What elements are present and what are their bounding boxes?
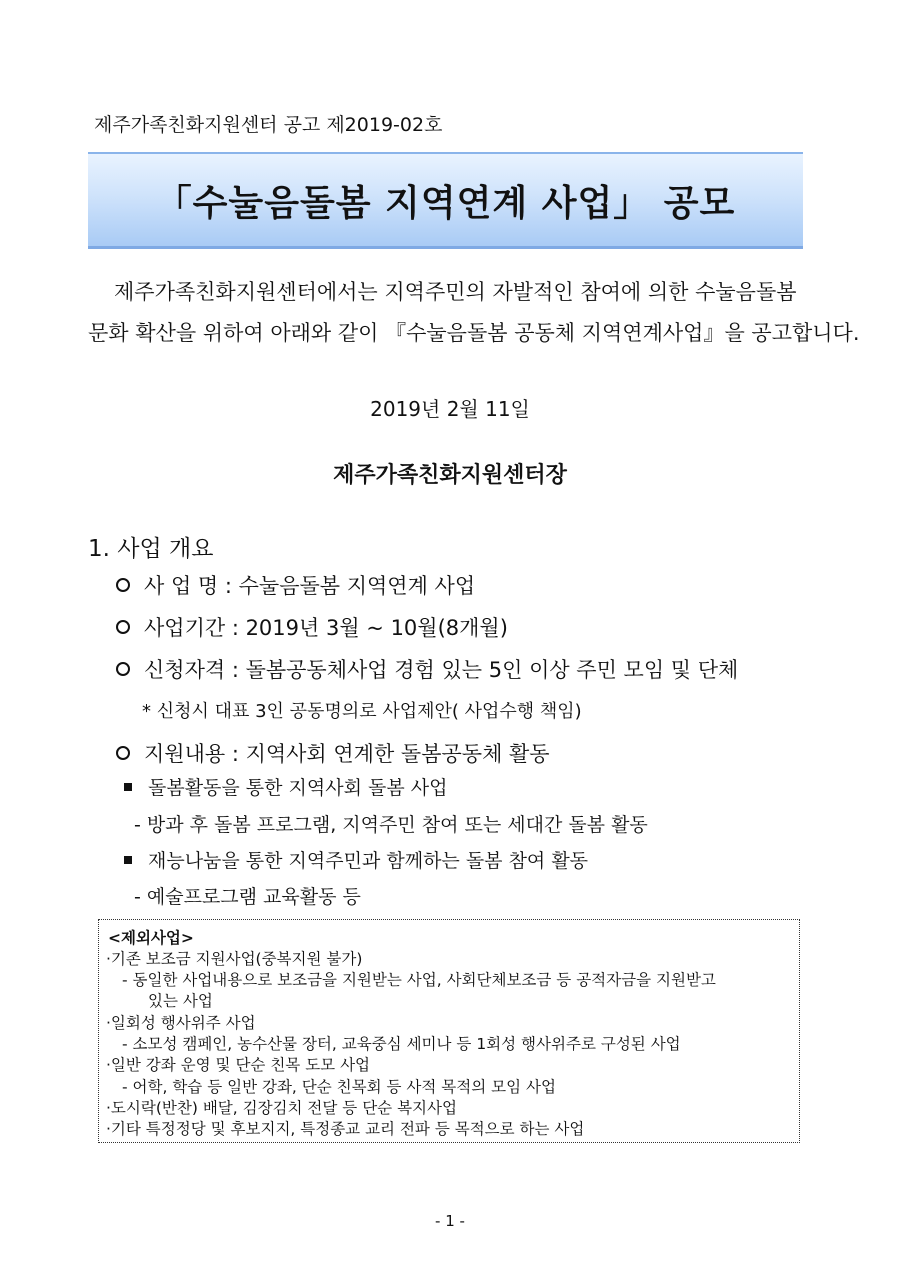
- bullet-project-period: [116, 612, 508, 642]
- sub-item: [124, 773, 447, 800]
- intro-line-1: 제주가족친화지원센터에서는 지역주민의 자발적인 참여에 의한 수눌음돌봄: [114, 280, 797, 304]
- square-bullet-icon: [124, 856, 132, 864]
- bullet-project-name: [116, 570, 475, 600]
- sub-item-text: 돌봄활동을 통한 지역사회 돌봄 사업: [148, 777, 448, 799]
- bullet-text: 사업기간 : 2019년 3월 ~ 10월(8개월): [144, 616, 508, 640]
- bullet-text: 지원내용 : 지역사회 연계한 돌봄공동체 활동: [144, 742, 550, 766]
- exclusion-line: - 소모성 캠페인, 농수산물 장터, 교육중심 세미나 등 1회성 행사위주로 구성된 사업: [122, 1035, 681, 1053]
- exclusion-line: ·일회성 행사위주 사업: [106, 1014, 256, 1032]
- eligibility-note: * 신청시 대표 3인 공동명의로 사업제안( 사업수행 책임): [142, 701, 582, 722]
- notice-number: 제주가족친화지원센터 공고 제2019-02호: [94, 114, 443, 136]
- bullet-text: 신청자격 : 돌봄공동체사업 경험 있는 5인 이상 주민 모임 및 단체: [144, 658, 739, 682]
- page-number: - 1 -: [435, 1212, 465, 1230]
- sub-item-detail: - 방과 후 돌봄 프로그램, 지역주민 참여 또는 세대간 돌봄 활동: [134, 814, 648, 836]
- circle-bullet-icon: [116, 578, 130, 592]
- page-title: 「수눌음돌봄 지역연계 사업」 공모: [155, 182, 736, 224]
- exclusion-line: ·일반 강좌 운영 및 단순 친목 도모 사업: [106, 1056, 371, 1074]
- circle-bullet-icon: [116, 746, 130, 760]
- circle-bullet-icon: [116, 662, 130, 676]
- title-banner: [88, 152, 803, 249]
- exclusion-line: ·기존 보조금 지원사업(중복지원 불가): [106, 950, 363, 968]
- section-heading: 1. 사업 개요: [88, 536, 214, 562]
- bullet-eligibility: [116, 654, 738, 684]
- exclusion-line: - 동일한 사업내용으로 보조금을 지원받는 사업, 사회단체보조금 등 공적자금을 지원받고: [122, 971, 716, 989]
- square-bullet-icon: [124, 783, 132, 791]
- announcement-date: 2019년 2월 11일: [370, 397, 530, 421]
- bullet-text: 사 업 명 : 수눌음돌봄 지역연계 사업: [144, 574, 476, 598]
- bullet-support-content: [116, 738, 550, 768]
- organization-signature: 제주가족친화지원센터장: [333, 463, 567, 488]
- sub-item: [124, 846, 588, 873]
- exclusion-line: ·기타 특정정당 및 후보지지, 특정종교 교리 전파 등 목적으로 하는 사업: [106, 1120, 585, 1138]
- exclusion-line: - 어학, 학습 등 일반 강좌, 단순 친목회 등 사적 목적의 모임 사업: [122, 1078, 556, 1096]
- sub-item-detail: - 예술프로그램 교육활동 등: [134, 886, 361, 908]
- sub-item-text: 재능나눔을 통한 지역주민과 함께하는 돌봄 참여 활동: [148, 850, 589, 872]
- exclusion-line: 있는 사업: [148, 992, 213, 1010]
- intro-line-2: 문화 확산을 위하여 아래와 같이 『수눌음돌봄 공동체 지역연계사업』을 공고합니다.: [88, 321, 860, 345]
- exclusion-line: ·도시락(반찬) 배달, 김장김치 전달 등 단순 복지사업: [106, 1099, 457, 1117]
- exclusion-heading: <제외사업>: [108, 929, 194, 947]
- circle-bullet-icon: [116, 620, 130, 634]
